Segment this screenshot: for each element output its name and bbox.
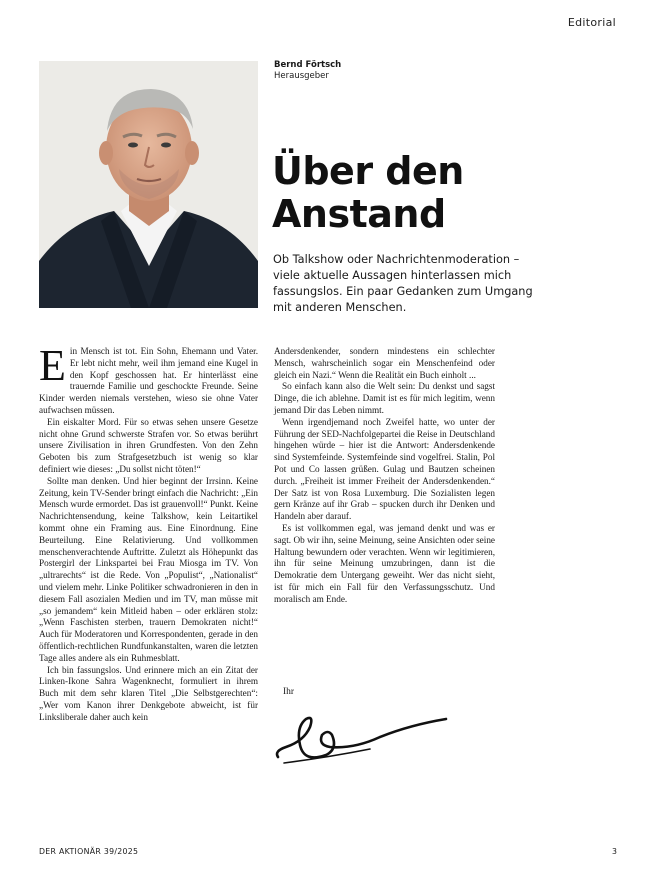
page-number: 3 (612, 847, 617, 856)
body-column-right (274, 346, 495, 606)
signature-icon (270, 705, 460, 770)
body-paragraph: Es ist vollkommen egal, was jemand denkt und was er sagt. Ob wir ihn, seine Meinung, seine Ansichten oder seine Haltung bewundern oder verachten. Wenn wir legitimieren, ihn für seine Meinung umzubringen, dann ist die Demokratie dem Untergang geweiht. Wer das nicht sieht, ist für mich ein Fall für den Verfassungsschutz. Und moralisch am Ende. (274, 522, 495, 604)
signoff: Ihr (283, 687, 295, 697)
body-paragraph: Andersdenkender, sondern mindestens ein schlechter Mensch, wahrscheinlich sogar ein Menschenfeind oder gleich ein Nazi.“ Wenn die Realität ein Buch einholt ... (274, 346, 495, 380)
author-block (274, 60, 341, 82)
author-name: Bernd Förtsch (274, 60, 342, 70)
section-label: Editorial (567, 16, 616, 29)
body-paragraph: Ein eiskalter Mord. Für so etwas sehen unsere Gesetze nicht ohne Grund schwerste Strafen vor. So etwas berührt unsere Zivilisation in ihren Grundfesten. Von den Zehn Geboten bis zum Strafgesetzbuch ist wenig so klar definiert wie dieses: „Du sollst nicht töten!“ (39, 416, 258, 474)
body-paragraph: Wenn irgendjemand noch Zweifel hatte, wo unter der Führung der SED-Nachfolgepartei die Reise in Deutschland hingehen würde – hier ist die Antwort: Andersdenkende sind Systemfeinde. Systemfeinde sind vogelfrei. Stalin, Pol Pot und Co lassen grüßen. Gulag und Bautzen scheinen durch. „Freiheit ist immer Freiheit der Andersdenkenden.“ Der Satz ist von Rosa Luxemburg. Die Sozialisten legen gern Kränze auf ihr Grab – spucken durch ihr Denken und Handeln aber darauf. (274, 416, 495, 522)
author-portrait (39, 61, 258, 308)
body-paragraph: Sollte man denken. Und hier beginnt der Irrsinn. Keine Zeitung, kein TV-Sender bringt einfach die Nachricht: „Ein Mensch wurde ermordet. Das ist grauenvoll!“ Punkt. Keine Nachrichtensendung, keine Talkshow, kein Leitartikel kommt ohne ein Framing aus. Eine Einordnung. Eine Beurteilung. Eine Relativierung. Und vollkommen menschenverachtende Auftritte. Zuletzt als Höhepunkt das Postergirl der Linkspartei bei Frau Miosga im TV. Von „ultrarechts“ ist die Rede. Von „Populist“, „Nationalist“ und vielem mehr. Linke Politiker schwadronieren in den in diesem Fall asozialen Medien und im TV, man müsse mit „so jemandem“ kein Mitleid haben – oder erklären stolz: „Wenn Faschisten sterben, trauern Demokraten nicht!“ Auch für Moderatoren und Korrespondenten, gerade in den öffentlich-rechtlichen Rundfunkanstalten, waren die letzten Tage alles andere als ein Ruhmesblatt. (39, 475, 258, 663)
headline-line-2: Anstand (272, 192, 446, 236)
body-paragraph: Ich bin fassungslos. Und erinnere mich an ein Zitat der Linken-Ikone Sahra Wagenknecht, formuliert in ihrem Buch mit dem sehr klaren Titel „Die Selbstgerechten“: „Wer vom Kanon ihrer Denkgebote abweicht, ist für Linksliberale daher auch kein (39, 664, 258, 722)
body-paragraph: So einfach kann also die Welt sein: Du denkst und sagst Dinge, die ich ablehne. Damit ist es für mich legitim, wenn jemand Dir das Leben nimmt. (274, 381, 495, 415)
headline-line-1: Über den (272, 149, 464, 193)
drop-cap: E (39, 341, 66, 390)
headline (272, 150, 464, 236)
footer-publication: DER AKTIONÄR 39/2025 (39, 847, 139, 856)
dek: Ob Talkshow oder Nachrichtenmoderation – viele aktuelle Aussagen hinterlassen mich fassungslos. Ein paar Gedanken zum Umgang mit anderen Menschen. (273, 253, 533, 314)
body-column-left (39, 341, 258, 724)
body-paragraph-text: in Mensch ist tot. Ein Sohn, Ehemann und Vater. Er lebt nicht mehr, weil ihm jemand eine Kugel in den Kopf geschossen hat. Er hinterlässt eine trauernde Familie und geschockte Freunde. Seine Kinder werden niemals verstehen, wieso sie ohne Vater aufwachsen müssen. (39, 346, 258, 415)
portrait-illustration (39, 61, 258, 308)
body-paragraph (39, 341, 258, 417)
author-role: Herausgeber (274, 71, 329, 81)
